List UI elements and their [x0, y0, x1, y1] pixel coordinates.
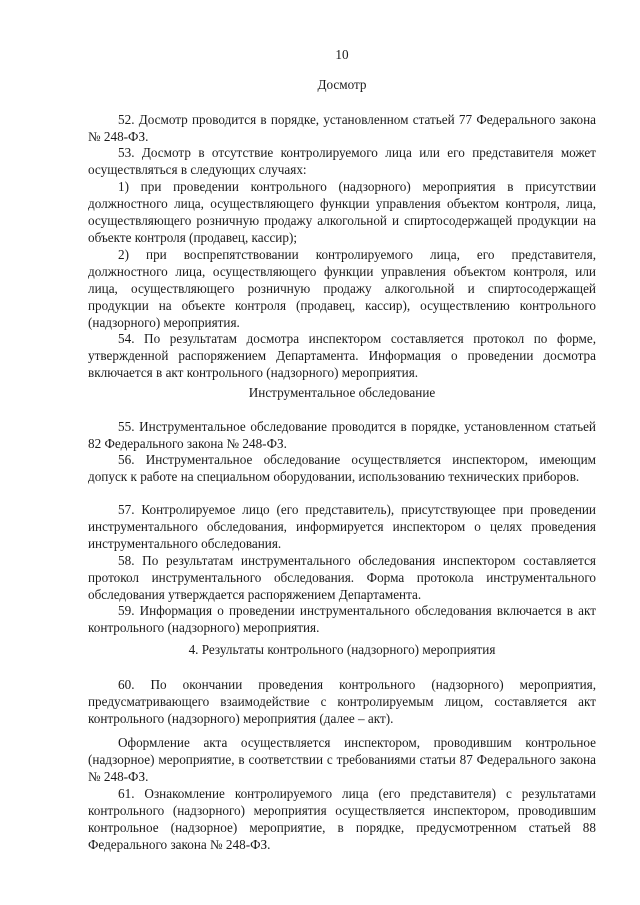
paragraph-56: 56. Инструментальное обследование осуществляется инспектором, имеющим допуск к работе на специальном оборудовании, использованию технических приборов.	[88, 452, 596, 484]
paragraph-53-item-2: 2) при воспрепятствовании контролируемого лица, его представителя, должностного лица, осуществляющего функции управления объектом контроля, или лица, осуществляющего розничную продажу алкогольной и спиртосодержащей продукции на объекте контроля (продавец, кассир), осуществлению контрольного (надзорного) мероприятия.	[88, 247, 596, 330]
paragraph-52: 52. Досмотр проводится в порядке, установленном статьей 77 Федерального закона № 248-ФЗ.	[88, 112, 596, 144]
paragraph-60: 60. По окончании проведения контрольного (надзорного) мероприятия, предусматривающего взаимодействие с контролируемым лицом, составляется акт контрольного (надзорного) мероприятия (далее – акт).	[88, 677, 596, 726]
page-number: 10	[335, 47, 349, 62]
section-heading-results: 4. Результаты контрольного (надзорного) мероприятия	[188, 642, 496, 657]
paragraph-53-item-1: 1) при проведении контрольного (надзорного) мероприятия в присутствии должностного лица, осуществляющего функции управления объектом контроля, лица, осуществляющего розничную продажу алкогольной и спиртосодержащей продукции на объекте контроля (продавец, кассир);	[88, 179, 596, 245]
paragraph-57: 57. Контролируемое лицо (его представитель), присутствующее при проведении инструментального обследования, информируется инспектором о целях проведения инструментального обследования.	[88, 502, 596, 551]
paragraph-59: 59. Информация о проведении инструментального обследования включается в акт контрольного (надзорного) мероприятия.	[88, 603, 596, 635]
paragraph-58: 58. По результатам инструментального обследования инспектором составляется протокол инструментального обследования. Форма протокола инструментального обследования утверждается распоряжением Департамента.	[88, 553, 596, 602]
paragraph-55: 55. Инструментальное обследование проводится в порядке, установленном статьей 82 Федерального закона № 248-ФЗ.	[88, 419, 596, 451]
section-heading-instrumental-survey: Инструментальное обследование	[248, 385, 436, 400]
paragraph-60-act-formation: Оформление акта осуществляется инспектором, проводившим контрольное (надзорное) мероприятие, в соответствии с требованиями статьи 87 Федерального закона № 248-ФЗ.	[88, 735, 596, 784]
paragraph-61: 61. Ознакомление контролируемого лица (его представителя) с результатами контрольного (надзорного) мероприятия осуществляется инспектором, проводившим контрольное (надзорное) мероприятие, в порядке, предусмотренном статьей 88 Федерального закона № 248-ФЗ.	[88, 786, 596, 852]
paragraph-53: 53. Досмотр в отсутствие контролируемого лица или его представителя может осуществляться в следующих случаях:	[88, 145, 596, 177]
paragraph-54: 54. По результатам досмотра инспектором составляется протокол по форме, утвержденной распоряжением Департамента. Информация о проведении досмотра включается в акт контрольного (надзорного) мероприятия.	[88, 331, 596, 380]
section-heading-inspection: Досмотр	[317, 77, 367, 92]
